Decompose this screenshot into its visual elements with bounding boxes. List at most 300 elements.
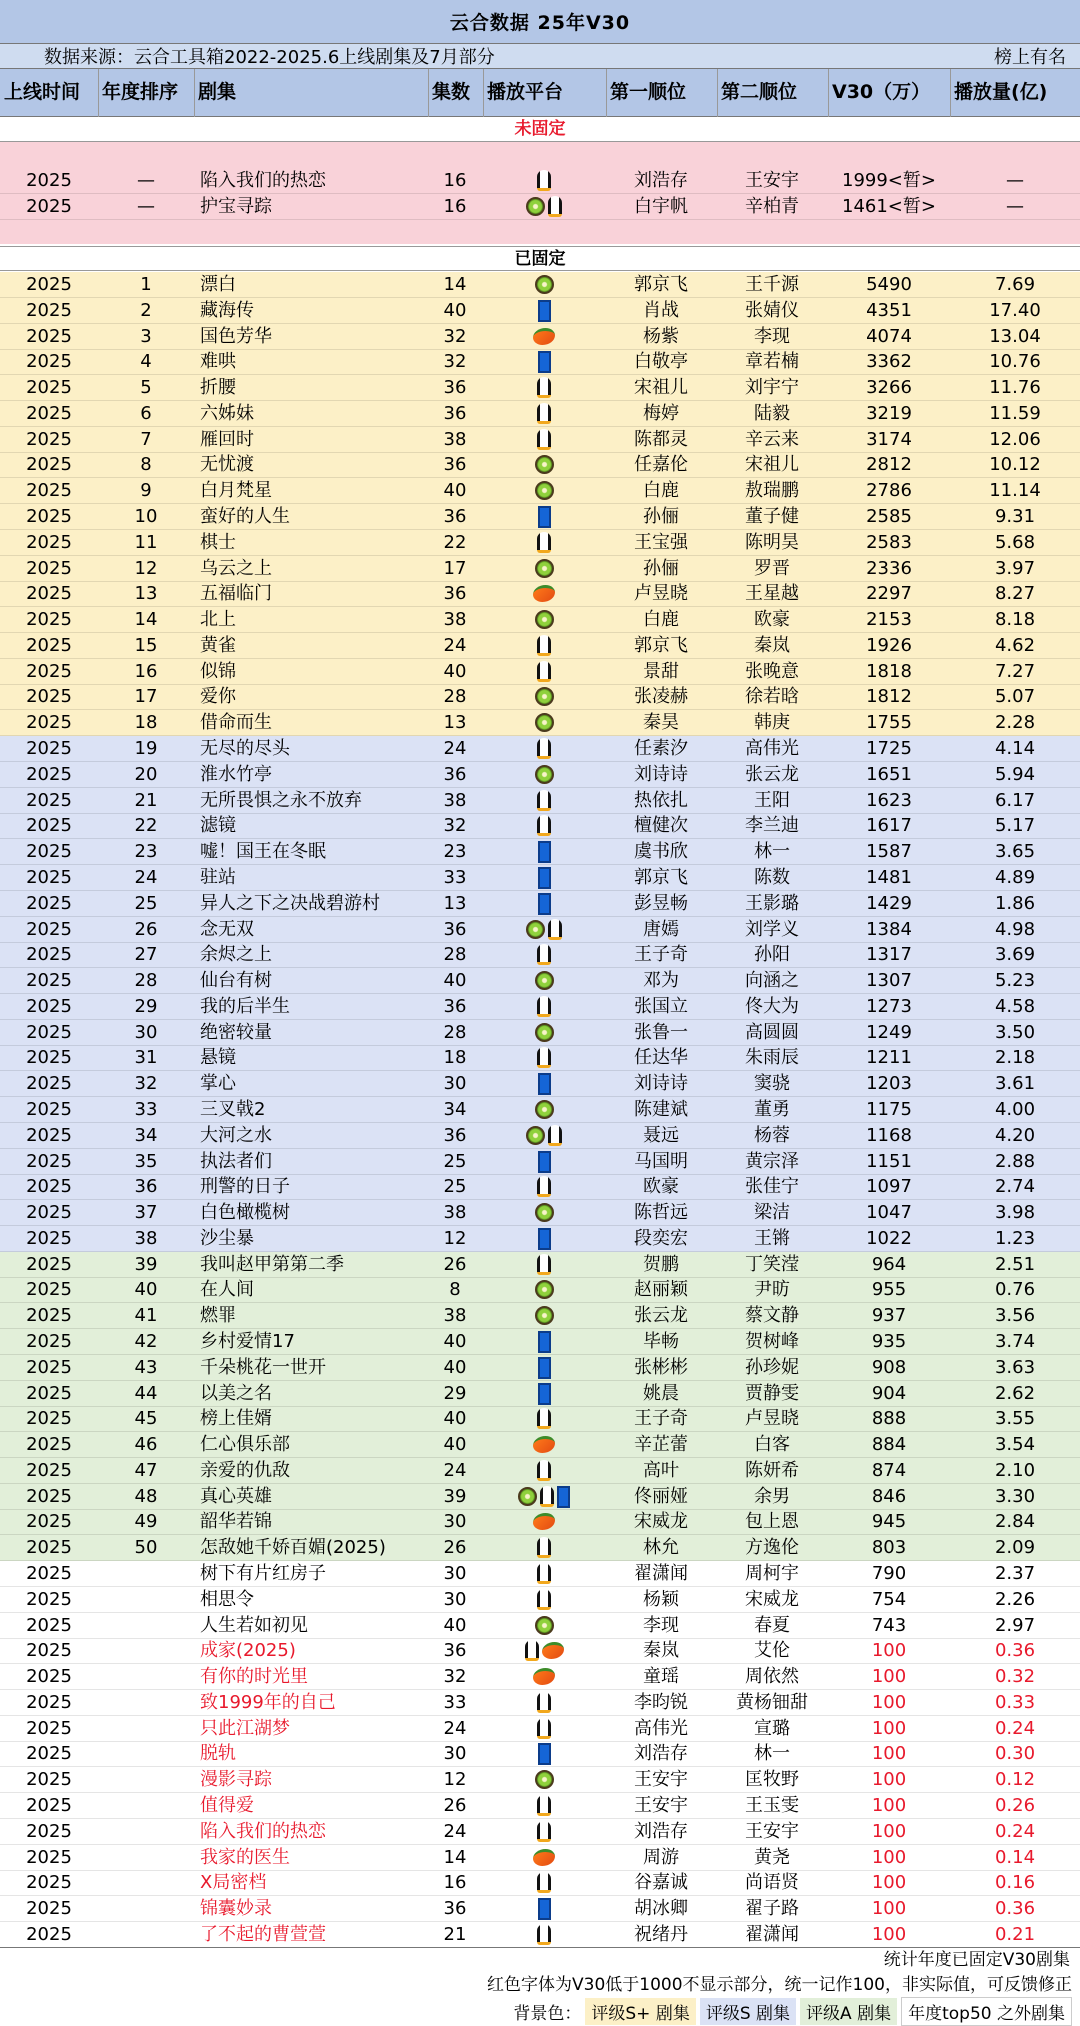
v30-cell: 4351 xyxy=(866,300,912,321)
year-cell: 2025 xyxy=(26,1718,72,1739)
table-row xyxy=(0,1535,1080,1561)
year-cell: 2025 xyxy=(26,1099,72,1120)
lead-actor-cell: 宋威龙 xyxy=(634,1511,688,1532)
plays-cell: 3.65 xyxy=(994,841,1036,862)
plays-cell: 4.20 xyxy=(994,1125,1036,1146)
column-header: 上线时间 xyxy=(4,81,81,103)
second-actor-cell: 黄尧 xyxy=(754,1847,790,1868)
table-row xyxy=(0,813,1080,839)
platform-cell xyxy=(483,1741,605,1766)
title-cell: 真心英雄 xyxy=(200,1486,272,1507)
lead-actor-cell: 佟丽娅 xyxy=(634,1486,688,1507)
second-actor-cell: 贾静雯 xyxy=(745,1383,799,1404)
footer-note: 统计年度已固定V30剧集 xyxy=(0,1947,1080,1972)
lead-actor-cell: 刘诗诗 xyxy=(634,764,688,785)
v30-cell: 100 xyxy=(871,1872,907,1893)
title-cell: 黄雀 xyxy=(200,635,236,656)
platform-cell xyxy=(483,1767,605,1792)
rank-cell: 32 xyxy=(134,1073,158,1094)
title-cell: 折腰 xyxy=(200,377,236,398)
lead-actor-cell: 张凌赫 xyxy=(634,686,688,707)
plays-cell: 11.14 xyxy=(989,480,1041,501)
plays-cell: 11.59 xyxy=(989,403,1041,424)
title-cell: 值得爱 xyxy=(200,1795,254,1816)
plays-cell: 1.86 xyxy=(994,893,1036,914)
title-cell: 仙台有树 xyxy=(200,970,272,991)
table-row xyxy=(0,1922,1080,1948)
episodes-cell: 40 xyxy=(443,300,467,321)
rank-cell: 46 xyxy=(134,1434,158,1455)
second-actor-cell: 董勇 xyxy=(754,1099,790,1120)
lead-actor-cell: 任素汐 xyxy=(634,738,688,759)
lead-actor-cell: 张国立 xyxy=(634,996,688,1017)
platform-cell xyxy=(483,1174,605,1199)
penguin-icon xyxy=(548,1125,562,1146)
plays-cell: 0.36 xyxy=(994,1898,1036,1919)
rank-cell: 25 xyxy=(134,893,158,914)
year-cell: 2025 xyxy=(26,867,72,888)
v30-cell: 1481 xyxy=(866,867,912,888)
rank-cell: 18 xyxy=(134,712,158,733)
platform-cell xyxy=(483,736,605,761)
table-row xyxy=(0,684,1080,710)
rank-cell: 21 xyxy=(134,790,158,811)
year-cell: 2025 xyxy=(26,893,72,914)
rank-cell xyxy=(98,1690,194,1715)
kiwi-icon xyxy=(535,713,554,732)
v30-cell: 846 xyxy=(871,1486,907,1507)
plays-cell: 6.17 xyxy=(994,790,1036,811)
lead-actor-cell: 张彬彬 xyxy=(634,1357,688,1378)
year-cell: 2025 xyxy=(26,686,72,707)
rank-cell xyxy=(98,1741,194,1766)
table-row xyxy=(0,298,1080,324)
v30-cell: 937 xyxy=(871,1305,907,1326)
episodes-cell: 14 xyxy=(443,274,467,295)
title-cell: 沙尘暴 xyxy=(200,1228,254,1249)
rank-cell: 16 xyxy=(134,661,158,682)
table-row xyxy=(0,1020,1080,1046)
plays-cell: 4.62 xyxy=(994,635,1036,656)
v30-cell: 2336 xyxy=(866,558,912,579)
platform-cell xyxy=(483,168,605,193)
episodes-cell: 25 xyxy=(443,1151,467,1172)
title-cell: 人生若如初见 xyxy=(200,1615,308,1636)
kiwi-icon xyxy=(535,481,554,500)
kiwi-icon xyxy=(526,1126,545,1145)
year-cell: 2025 xyxy=(26,1743,72,1764)
table-row xyxy=(0,1174,1080,1200)
lead-actor-cell: 胡冰卿 xyxy=(634,1898,688,1919)
table-row xyxy=(0,839,1080,865)
episodes-cell: 30 xyxy=(443,1073,467,1094)
episodes-cell: 38 xyxy=(443,790,467,811)
episodes-cell: 16 xyxy=(443,196,467,217)
plays-cell: 2.37 xyxy=(994,1563,1036,1584)
plays-cell: 3.69 xyxy=(994,944,1036,965)
episodes-cell: 40 xyxy=(443,1408,467,1429)
legend-swatch: 评级A 剧集 xyxy=(800,1998,897,2025)
table-row xyxy=(0,968,1080,994)
section-label: 未固定 xyxy=(0,117,1080,142)
episodes-cell: 36 xyxy=(443,1640,467,1661)
lead-actor-cell: 郭京飞 xyxy=(634,274,688,295)
year-cell: 2025 xyxy=(26,1125,72,1146)
title-cell: 刑警的日子 xyxy=(200,1176,290,1197)
blue-bar-icon xyxy=(538,351,551,373)
penguin-icon xyxy=(540,1486,554,1507)
v30-cell: 790 xyxy=(871,1563,907,1584)
second-actor-cell: 王安宇 xyxy=(745,170,799,191)
title-cell: 五福临门 xyxy=(200,583,272,604)
table-row xyxy=(0,452,1080,478)
lead-actor-cell: 陈哲远 xyxy=(634,1202,688,1223)
episodes-cell: 38 xyxy=(443,1202,467,1223)
title-cell: 掌心 xyxy=(200,1073,236,1094)
platform-cell xyxy=(483,452,605,477)
episodes-cell: 21 xyxy=(443,1924,467,1945)
v30-cell: 945 xyxy=(871,1511,907,1532)
rank-cell xyxy=(98,1819,194,1844)
second-actor-cell: 韩庚 xyxy=(754,712,790,733)
rank-cell: 42 xyxy=(134,1331,158,1352)
platform-cell xyxy=(483,1303,605,1328)
platform-cell xyxy=(483,839,605,864)
title-cell: 我叫赵甲第第二季 xyxy=(200,1254,344,1275)
plays-cell: 0.14 xyxy=(994,1847,1036,1868)
blue-bar-icon xyxy=(538,506,551,528)
table-row xyxy=(0,762,1080,788)
plays-cell: 8.18 xyxy=(994,609,1036,630)
second-actor-cell: 黄宗泽 xyxy=(745,1151,799,1172)
plays-cell: 0.16 xyxy=(994,1872,1036,1893)
platform-cell xyxy=(483,530,605,555)
title-cell: 无尽的尽头 xyxy=(200,738,290,759)
title-cell: 大河之水 xyxy=(200,1125,272,1146)
v30-cell: 100 xyxy=(871,1898,907,1919)
title-cell: 亲爱的仇敌 xyxy=(200,1460,290,1481)
second-actor-cell: 宣璐 xyxy=(754,1718,790,1739)
kiwi-icon xyxy=(535,455,554,474)
title-cell: 雁回时 xyxy=(200,429,254,450)
title-cell: 爱你 xyxy=(200,686,236,707)
plays-cell: 0.12 xyxy=(994,1769,1036,1790)
mango-icon xyxy=(533,1513,555,1530)
plays-cell: 5.68 xyxy=(994,532,1036,553)
table-row xyxy=(0,994,1080,1020)
episodes-cell: 36 xyxy=(443,919,467,940)
lead-actor-cell: 王宝强 xyxy=(634,532,688,553)
mango-icon xyxy=(533,585,555,602)
title-cell: X局密档 xyxy=(200,1872,267,1893)
title-cell: 了不起的曹萱萱 xyxy=(200,1924,326,1945)
lead-actor-cell: 卢昱晓 xyxy=(634,583,688,604)
column-header: 年度排序 xyxy=(102,81,179,103)
rank-cell: 35 xyxy=(134,1151,158,1172)
blue-bar-icon xyxy=(538,1357,551,1379)
rank-cell xyxy=(98,1561,194,1586)
episodes-cell: 18 xyxy=(443,1047,467,1068)
table-row xyxy=(0,375,1080,401)
plays-cell: 7.27 xyxy=(994,661,1036,682)
second-actor-cell: 秦岚 xyxy=(754,635,790,656)
second-actor-cell: 卢昱晓 xyxy=(745,1408,799,1429)
table-row xyxy=(0,1767,1080,1793)
second-actor-cell: 翟子路 xyxy=(745,1898,799,1919)
year-cell: 2025 xyxy=(26,377,72,398)
year-cell: 2025 xyxy=(26,1898,72,1919)
v30-cell: 1151 xyxy=(866,1151,912,1172)
penguin-icon xyxy=(537,996,551,1017)
table-row xyxy=(0,1509,1080,1535)
lead-actor-cell: 唐嫣 xyxy=(643,919,679,940)
table-row xyxy=(0,1097,1080,1123)
rank-cell: 14 xyxy=(134,609,158,630)
blue-bar-icon xyxy=(538,1331,551,1353)
rank-cell: 15 xyxy=(134,635,158,656)
lead-actor-cell: 刘浩存 xyxy=(634,170,688,191)
title-cell: 树下有片红房子 xyxy=(200,1563,326,1584)
platform-cell xyxy=(483,1458,605,1483)
plays-cell: 4.98 xyxy=(994,919,1036,940)
table-row xyxy=(0,1561,1080,1587)
year-cell: 2025 xyxy=(26,841,72,862)
year-cell: 2025 xyxy=(26,1073,72,1094)
second-actor-cell: 蔡文静 xyxy=(745,1305,799,1326)
rank-cell xyxy=(98,1793,194,1818)
v30-cell: 3266 xyxy=(866,377,912,398)
table-row xyxy=(0,504,1080,530)
lead-actor-cell: 高伟光 xyxy=(634,1718,688,1739)
second-actor-cell: 王玉雯 xyxy=(745,1795,799,1816)
rank-cell: 38 xyxy=(134,1228,158,1249)
v30-cell: 1812 xyxy=(866,686,912,707)
plays-cell: 9.31 xyxy=(994,506,1036,527)
v30-cell: 5490 xyxy=(866,274,912,295)
column-header: 第二顺位 xyxy=(721,81,798,103)
v30-cell: 100 xyxy=(871,1743,907,1764)
kiwi-icon xyxy=(535,1100,554,1119)
platform-cell xyxy=(483,1819,605,1844)
table-row xyxy=(0,1252,1080,1278)
kiwi-icon xyxy=(535,1770,554,1789)
platform-cell xyxy=(483,349,605,374)
episodes-cell: 29 xyxy=(443,1383,467,1404)
episodes-cell: 30 xyxy=(443,1563,467,1584)
year-cell: 2025 xyxy=(26,1872,72,1893)
platform-cell xyxy=(483,1045,605,1070)
episodes-cell: 28 xyxy=(443,1022,467,1043)
mango-icon xyxy=(533,1849,555,1866)
lead-actor-cell: 张鲁一 xyxy=(634,1022,688,1043)
title-cell: 绝密较量 xyxy=(200,1022,272,1043)
table-row xyxy=(0,530,1080,556)
second-actor-cell: 艾伦 xyxy=(754,1640,790,1661)
source-right-text: 榜上有名 xyxy=(994,47,1066,68)
plays-cell: 10.76 xyxy=(989,351,1041,372)
second-actor-cell: 孙阳 xyxy=(754,944,790,965)
title-cell: 难哄 xyxy=(200,351,236,372)
lead-actor-cell: 欧豪 xyxy=(643,1176,679,1197)
table-row xyxy=(0,401,1080,427)
lead-actor-cell: 邓为 xyxy=(643,970,679,991)
second-actor-cell: 刘宇宁 xyxy=(745,377,799,398)
platform-cell xyxy=(483,194,605,219)
table-row xyxy=(0,427,1080,453)
title-cell: 脱轨 xyxy=(200,1743,236,1764)
platform-cell xyxy=(483,1845,605,1870)
table-row xyxy=(0,1226,1080,1252)
v30-cell: 1429 xyxy=(866,893,912,914)
year-cell: 2025 xyxy=(26,1640,72,1661)
second-actor-cell: 王阳 xyxy=(754,790,790,811)
rank-cell: 9 xyxy=(140,480,152,501)
lead-actor-cell: 马国明 xyxy=(634,1151,688,1172)
v30-cell: 1461<暂> xyxy=(842,196,936,217)
penguin-icon xyxy=(537,429,551,450)
rank-cell: 8 xyxy=(140,454,152,475)
column-header: 集数 xyxy=(432,81,471,103)
table-row xyxy=(0,1664,1080,1690)
legend-swatch: 评级S 剧集 xyxy=(700,1998,796,2025)
platform-cell xyxy=(483,1200,605,1225)
rank-cell xyxy=(98,1613,194,1638)
table-row xyxy=(0,633,1080,659)
rank-cell: 1 xyxy=(140,274,152,295)
title-cell: 蛮好的人生 xyxy=(200,506,290,527)
year-cell: 2025 xyxy=(26,996,72,1017)
plays-cell: 7.69 xyxy=(994,274,1036,295)
v30-cell: 1617 xyxy=(866,815,912,836)
lead-actor-cell: 王子奇 xyxy=(634,944,688,965)
year-cell: 2025 xyxy=(26,1022,72,1043)
rank-cell xyxy=(98,1664,194,1689)
v30-cell: 1725 xyxy=(866,738,912,759)
lead-actor-cell: 贺鹏 xyxy=(643,1254,679,1275)
v30-cell: 2583 xyxy=(866,532,912,553)
rank-cell: 19 xyxy=(134,738,158,759)
rank-cell: — xyxy=(137,170,155,191)
year-cell: 2025 xyxy=(26,1331,72,1352)
platform-cell xyxy=(483,1097,605,1122)
table-row xyxy=(0,917,1080,943)
table-row xyxy=(0,1123,1080,1149)
table-row xyxy=(0,1716,1080,1742)
year-cell: 2025 xyxy=(26,1692,72,1713)
blue-bar-icon xyxy=(538,1743,551,1765)
blue-bar-icon xyxy=(538,1898,551,1920)
episodes-cell: 32 xyxy=(443,326,467,347)
second-actor-cell: 高圆圆 xyxy=(745,1022,799,1043)
v30-cell: 100 xyxy=(871,1718,907,1739)
plays-cell: 2.09 xyxy=(994,1537,1036,1558)
episodes-cell: 30 xyxy=(443,1743,467,1764)
lead-actor-cell: 王安宇 xyxy=(634,1795,688,1816)
episodes-cell: 30 xyxy=(443,1589,467,1610)
penguin-icon xyxy=(537,1589,551,1610)
second-actor-cell: 敖瑞鹏 xyxy=(745,480,799,501)
platform-cell xyxy=(483,1149,605,1174)
episodes-cell: 33 xyxy=(443,867,467,888)
lead-actor-cell: 杨紫 xyxy=(643,326,679,347)
title-cell: 漂白 xyxy=(200,274,236,295)
lead-actor-cell: 白宇帆 xyxy=(634,196,688,217)
table-row xyxy=(0,865,1080,891)
mango-icon xyxy=(542,1642,564,1659)
blue-bar-icon xyxy=(538,1383,551,1405)
penguin-icon xyxy=(537,1537,551,1558)
year-cell: 2025 xyxy=(26,790,72,811)
plays-cell: 0.26 xyxy=(994,1795,1036,1816)
kiwi-icon xyxy=(535,559,554,578)
platform-cell xyxy=(483,865,605,890)
year-cell: 2025 xyxy=(26,583,72,604)
footer-legend xyxy=(0,1998,1080,2025)
table-row xyxy=(0,710,1080,736)
lead-actor-cell: 谷嘉诚 xyxy=(634,1872,688,1893)
year-cell: 2025 xyxy=(26,815,72,836)
rank-cell: 34 xyxy=(134,1125,158,1146)
second-actor-cell: 包上恩 xyxy=(745,1511,799,1532)
penguin-icon xyxy=(537,738,551,759)
title-cell: 念无双 xyxy=(200,919,254,940)
platform-cell xyxy=(483,1329,605,1354)
platform-cell xyxy=(483,401,605,426)
kiwi-icon xyxy=(535,1280,554,1299)
title-cell: 白色橄榄树 xyxy=(200,1202,290,1223)
title-cell: 相思令 xyxy=(200,1589,254,1610)
table-row xyxy=(0,1329,1080,1355)
platform-cell xyxy=(483,942,605,967)
kiwi-icon xyxy=(518,1487,537,1506)
v30-cell: 1203 xyxy=(866,1073,912,1094)
table-row xyxy=(0,1613,1080,1639)
plays-cell: 0.36 xyxy=(994,1640,1036,1661)
year-cell: 2025 xyxy=(26,480,72,501)
second-actor-cell: 王安宇 xyxy=(745,1821,799,1842)
year-cell: 2025 xyxy=(26,712,72,733)
rank-cell: 24 xyxy=(134,867,158,888)
platform-cell xyxy=(483,1922,605,1947)
title-cell: 护宝寻踪 xyxy=(200,196,272,217)
blue-bar-icon xyxy=(538,841,551,863)
plays-cell: 2.10 xyxy=(994,1460,1036,1481)
second-actor-cell: 方逸伦 xyxy=(745,1537,799,1558)
lead-actor-cell: 白敬亭 xyxy=(634,351,688,372)
lead-actor-cell: 段奕宏 xyxy=(634,1228,688,1249)
platform-cell xyxy=(483,1535,605,1560)
episodes-cell: 28 xyxy=(443,686,467,707)
lead-actor-cell: 虞书欣 xyxy=(634,841,688,862)
table-row xyxy=(0,1793,1080,1819)
year-cell: 2025 xyxy=(26,351,72,372)
second-actor-cell: 陆毅 xyxy=(754,403,790,424)
table-row xyxy=(0,1741,1080,1767)
rank-cell: 43 xyxy=(134,1357,158,1378)
rank-cell xyxy=(98,1716,194,1741)
v30-cell: 1273 xyxy=(866,996,912,1017)
penguin-icon xyxy=(537,1795,551,1816)
rank-cell: 12 xyxy=(134,558,158,579)
v30-cell: 1384 xyxy=(866,919,912,940)
platform-cell xyxy=(483,1613,605,1638)
kiwi-icon xyxy=(535,971,554,990)
platform-cell xyxy=(483,917,605,942)
plays-cell: 4.58 xyxy=(994,996,1036,1017)
year-cell: 2025 xyxy=(26,1615,72,1636)
year-cell: 2025 xyxy=(26,1537,72,1558)
year-cell: 2025 xyxy=(26,1254,72,1275)
